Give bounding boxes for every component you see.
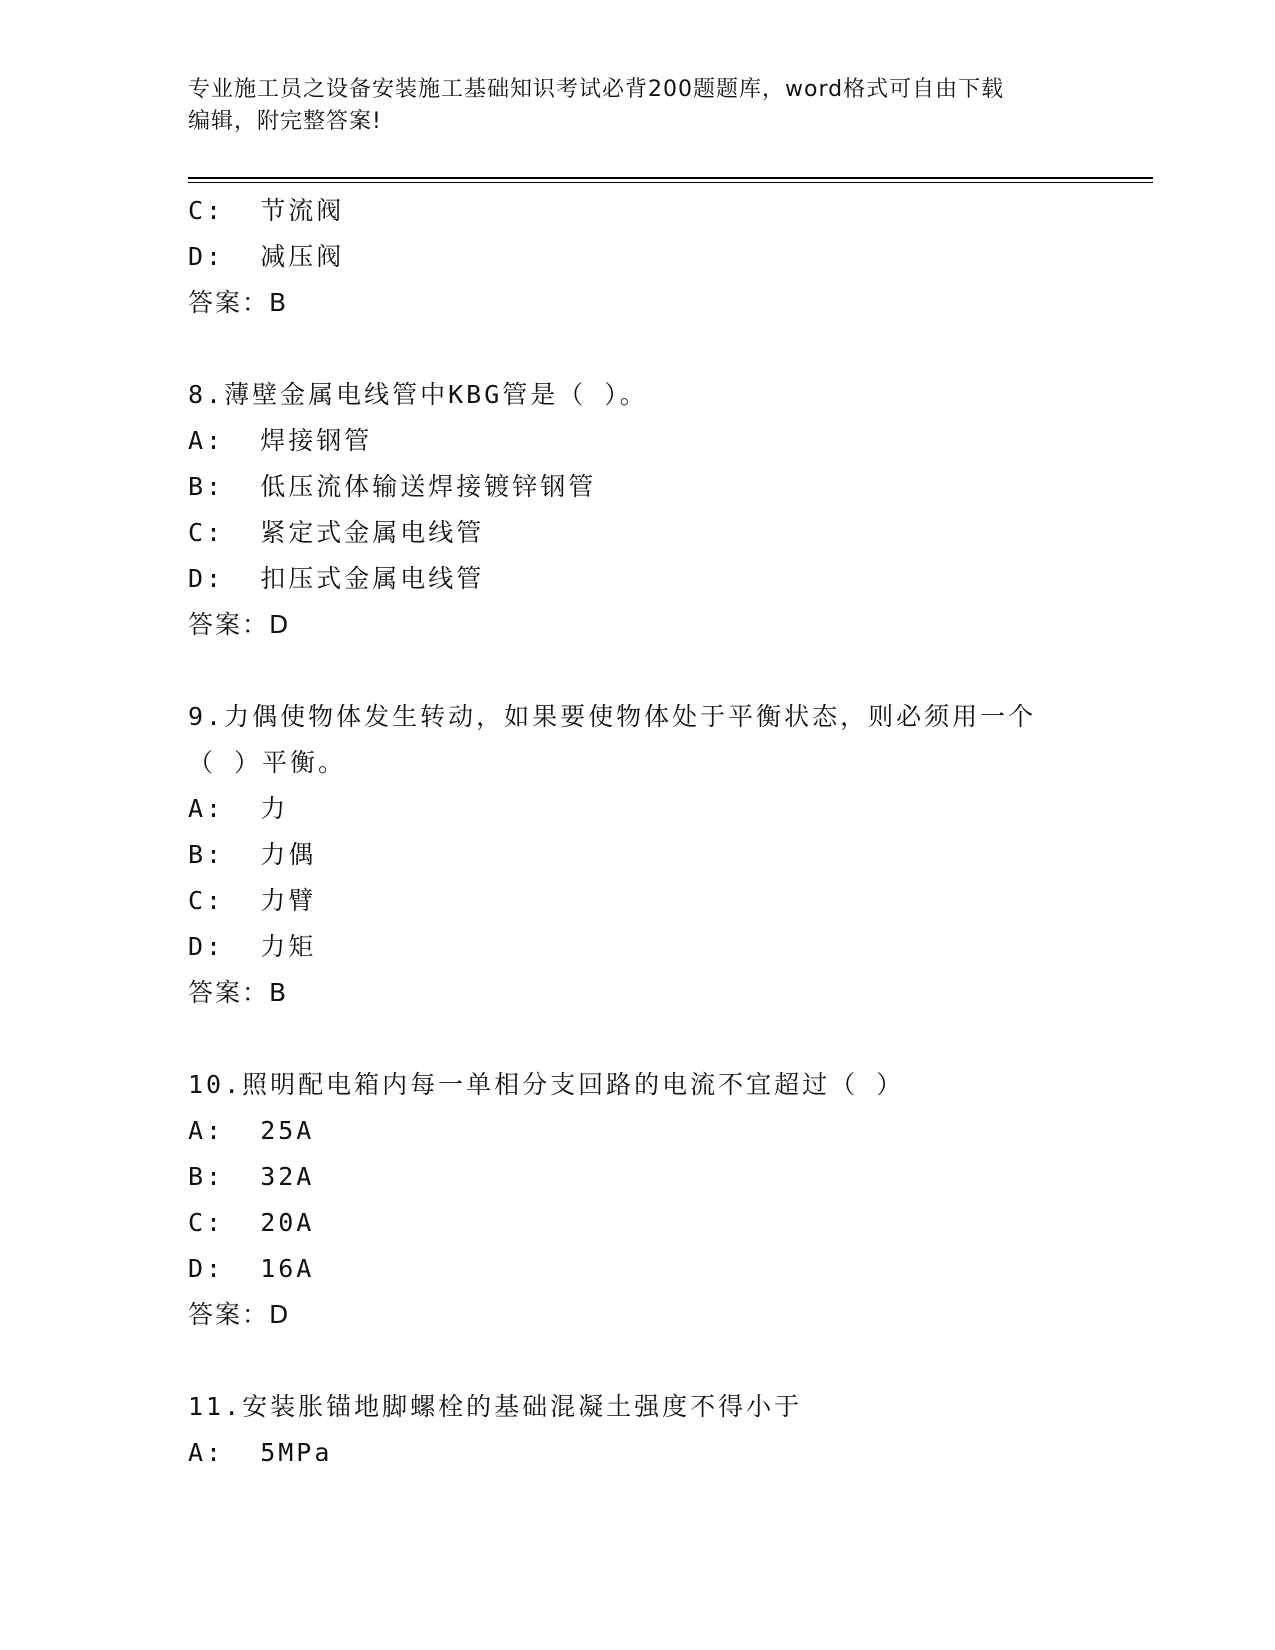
q8-option-b: B: 低压流体输送焊接镀锌钢管	[188, 472, 597, 501]
q7-option-d: D: 减压阀	[188, 242, 345, 271]
q10-option-a: A: 25A	[188, 1116, 315, 1145]
q10-answer: 答案：D	[188, 1300, 291, 1329]
q11-stem: 11.安装胀锚地脚螺栓的基础混凝土强度不得小于	[188, 1392, 803, 1421]
spacer	[188, 326, 1088, 372]
spacer	[188, 1338, 1088, 1384]
q8-option-a: A: 焊接钢管	[188, 426, 373, 455]
question-list	[188, 188, 1088, 1476]
q10-option-c: C: 20A	[188, 1208, 315, 1237]
q8-stem: 8.薄壁金属电线管中KBG管是（ ）。	[188, 380, 648, 409]
header-divider-thin	[188, 182, 1153, 183]
q11-option-a: A: 5MPa	[188, 1438, 333, 1467]
q9-option-d: D: 力矩	[188, 932, 317, 961]
q9-option-a: A: 力	[188, 794, 289, 823]
q7-option-c: C: 节流阀	[188, 196, 345, 225]
q10-option-b: B: 32A	[188, 1162, 315, 1191]
q8-option-d: D: 扣压式金属电线管	[188, 564, 485, 593]
q9-option-c: C: 力臂	[188, 886, 317, 915]
q7-answer: 答案：B	[188, 288, 289, 317]
q8-option-c: C: 紧定式金属电线管	[188, 518, 485, 547]
q10-option-d: D: 16A	[188, 1254, 315, 1283]
document-header	[188, 74, 1068, 138]
header-divider-thick	[188, 177, 1153, 179]
spacer	[188, 648, 1088, 694]
q9-answer: 答案：B	[188, 978, 289, 1007]
header-line-1: 专业施工员之设备安装施工基础知识考试必背200题题库，word格式可自由下载	[188, 77, 1005, 102]
spacer	[188, 1016, 1088, 1062]
q10-stem: 10.照明配电箱内每一单相分支回路的电流不宜超过（ ）	[188, 1070, 905, 1099]
q8-answer: 答案：D	[188, 610, 291, 639]
header-line-2: 编辑，附完整答案!	[188, 109, 382, 134]
q9-stem-line-1: 9.力偶使物体发生转动，如果要使物体处于平衡状态，则必须用一个	[188, 702, 1037, 731]
q9-option-b: B: 力偶	[188, 840, 317, 869]
q9-stem-line-2: （ ）平衡。	[188, 748, 347, 777]
